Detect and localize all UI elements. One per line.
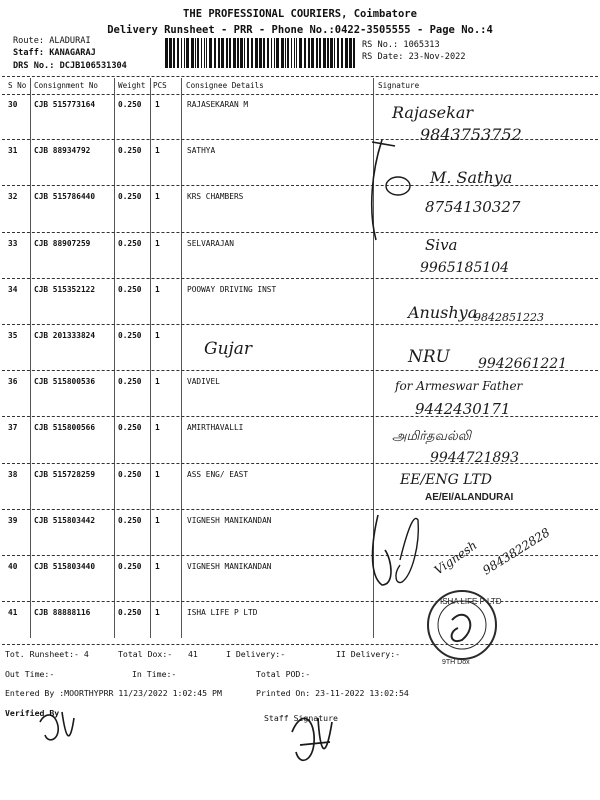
signature-r39: Vignesh <box>431 538 480 578</box>
phone-r30: 9843753752 <box>420 125 522 144</box>
route-label: Route: <box>13 36 45 46</box>
row-weight: 0.250 <box>118 284 142 294</box>
drs-label: DRS No.: <box>13 61 55 71</box>
signature-r31: M. Sathya <box>430 168 513 187</box>
row-consignee: VADIVEL <box>187 377 220 387</box>
signature-scrawl-r39 <box>373 515 392 585</box>
row-weight: 0.250 <box>118 562 142 571</box>
rs-date-value: 23-Nov-2022 <box>408 52 466 62</box>
row-consignee: ISHA LIFE P LTD <box>187 608 258 618</box>
col-sno: S No <box>8 81 27 90</box>
row-consignee: VIGNESH MANIKANDAN <box>187 562 272 571</box>
row-sno: 40 <box>8 562 18 571</box>
staff-signature-label: Staff Signature <box>264 713 338 723</box>
signature-r38: EE/ENG LTD <box>400 472 492 488</box>
drs-value: DCJB106531304 <box>59 61 127 71</box>
row-sno: 34 <box>8 284 18 294</box>
row-pcs: 1 <box>155 377 160 387</box>
row-sno: 31 <box>8 146 18 156</box>
row-consignee: SATHYA <box>187 146 216 156</box>
runsheet-subtitle: Delivery Runsheet - PRR - Phone No.:0422-3505555 - Page No.:4 <box>107 24 493 36</box>
route-value: ALADURAI <box>49 36 91 46</box>
row-pcs: 1 <box>155 192 160 202</box>
phone-r32: 8754130327 <box>425 198 521 216</box>
signature-r37: அமிர்தவல்லி <box>392 429 471 444</box>
row-weight: 0.250 <box>118 331 142 340</box>
row-consignee: POOWAY DRIVING INST <box>187 284 277 294</box>
row-sno: 32 <box>8 192 18 202</box>
phone-r35: 9942661221 <box>478 356 568 372</box>
divider <box>2 644 598 645</box>
row-consignment-no: CJB 88907259 <box>34 238 91 248</box>
signature-scrawl-r31 <box>372 140 395 240</box>
phone-r33: 9965185104 <box>420 260 510 276</box>
verified-by-label: Verified By <box>5 708 60 718</box>
signature-r33: Siva <box>425 236 458 254</box>
row-pcs: 1 <box>155 284 160 294</box>
row-weight: 0.250 <box>118 469 142 479</box>
row-consignee: KRS CHAMBERS <box>187 192 244 202</box>
row-consignment-no: CJB 515803442 <box>34 515 96 525</box>
entered-by: Entered By :MOORTHYPRR 11/23/2022 1:02:45 PM <box>5 688 222 698</box>
col-consignee: Consignee Details <box>186 81 264 90</box>
row-consignment-no: CJB 515800536 <box>34 377 96 387</box>
company-seal-r41 <box>428 591 502 666</box>
signature-loop-r31 <box>386 177 410 195</box>
row-weight: 0.250 <box>118 423 142 433</box>
row-pcs: 1 <box>155 515 160 525</box>
row-sno: 35 <box>8 331 18 340</box>
row-pcs: 1 <box>155 238 160 248</box>
row-consignee: SELVARAJAN <box>187 238 234 248</box>
seal-text: ISHA LIFE P LTD <box>440 597 502 606</box>
phone-r37: 9944721893 <box>430 450 520 466</box>
row-pcs: 1 <box>155 469 160 479</box>
staff-value: KANAGARAJ <box>49 48 96 58</box>
row-sno: 36 <box>8 377 18 387</box>
seal-subtext: 9TH Dox <box>442 659 470 666</box>
row-consignment-no: CJB 515803440 <box>34 562 96 571</box>
handwritten-note-r35: Gujar <box>204 339 253 359</box>
total-runsheet: Tot. Runsheet:- 4 <box>5 649 89 659</box>
row-consignee: ASS ENG/ EAST <box>187 469 249 479</box>
row-consignment-no: CJB 88888116 <box>34 608 91 618</box>
row-sno: 37 <box>8 423 18 433</box>
rs-date-label: RS Date: <box>362 52 404 62</box>
handwritten-note-r36: for Armeswar Father <box>395 379 523 393</box>
row-weight: 0.250 <box>118 100 142 109</box>
row-sno: 39 <box>8 515 18 525</box>
signature-loop-r39 <box>396 518 418 582</box>
phone-r34: 9842851223 <box>474 311 544 324</box>
row-consignee: RAJASEKARAN M <box>187 100 249 109</box>
row-sno: 38 <box>8 469 18 479</box>
total-dox-label: Total Dox:- <box>118 649 173 659</box>
second-delivery-label: II Delivery:- <box>336 649 401 659</box>
row-consignment-no: CJB 515728259 <box>34 469 96 479</box>
staff-signature <box>292 718 332 760</box>
first-delivery-label: I Delivery:- <box>226 649 286 659</box>
col-consignment: Consignment No <box>34 81 99 90</box>
company-title: THE PROFESSIONAL COURIERS, Coimbatore <box>183 8 417 20</box>
col-pcs: PCS <box>153 81 167 90</box>
row-pcs: 1 <box>155 423 160 433</box>
row-weight: 0.250 <box>118 377 142 387</box>
rs-no-label: RS No.: <box>362 40 399 50</box>
in-time-label: In Time:- <box>132 669 177 679</box>
signature-r35: NRU <box>408 347 451 367</box>
row-consignment-no: CJB 201333824 <box>34 331 96 340</box>
out-time-label: Out Time:- <box>5 669 55 679</box>
row-consignment-no: CJB 88934792 <box>34 146 91 156</box>
row-consignment-no: CJB 515773164 <box>34 100 96 109</box>
phone-r39: 9843822828 <box>480 525 553 578</box>
row-weight: 0.250 <box>118 238 142 248</box>
total-pod-label: Total POD:- <box>256 669 311 679</box>
row-weight: 0.250 <box>118 515 142 525</box>
row-consignee: VIGNESH MANIKANDAN <box>187 515 272 525</box>
office-stamp-r38: AE/EI/ALANDURAI <box>425 492 514 503</box>
signature-r30: Rajasekar <box>392 103 474 122</box>
staff-label: Staff: <box>13 48 45 58</box>
row-sno: 41 <box>8 608 18 618</box>
row-pcs: 1 <box>155 100 160 109</box>
signature-r34: Anushya <box>408 303 478 322</box>
printed-on: Printed On: 23-11-2022 13:02:54 <box>256 688 409 698</box>
row-consignment-no: CJB 515786440 <box>34 192 96 202</box>
row-consignment-no: CJB 515800566 <box>34 423 96 433</box>
row-pcs: 1 <box>155 331 160 340</box>
row-sno: 33 <box>8 238 18 248</box>
row-weight: 0.250 <box>118 608 142 618</box>
row-sno: 30 <box>8 100 18 109</box>
row-pcs: 1 <box>155 146 160 156</box>
phone-r36: 9442430171 <box>415 400 511 418</box>
rs-no-value: 1065313 <box>403 40 440 50</box>
row-pcs: 1 <box>155 608 160 618</box>
col-weight: Weight <box>118 81 146 90</box>
col-signature: Signature <box>378 81 420 90</box>
row-weight: 0.250 <box>118 146 142 156</box>
total-dox-value: 41 <box>188 649 198 659</box>
row-consignment-no: CJB 515352122 <box>34 284 96 294</box>
row-pcs: 1 <box>155 562 160 571</box>
row-consignee: AMIRTHAVALLI <box>187 423 244 433</box>
row-weight: 0.250 <box>118 192 142 202</box>
